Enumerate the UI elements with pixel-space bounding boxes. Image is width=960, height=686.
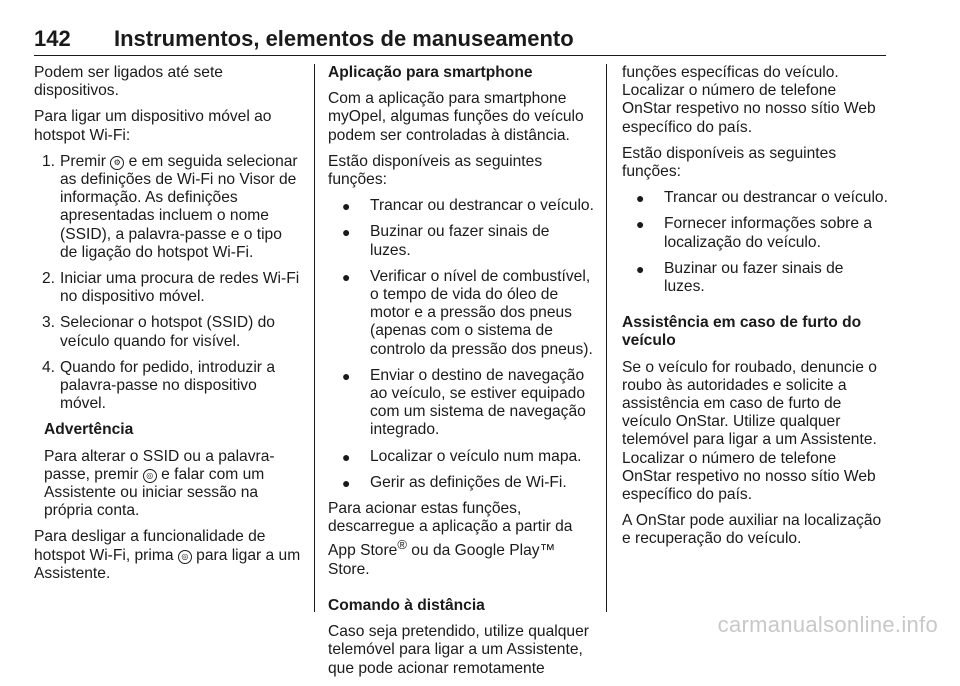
header-rule bbox=[34, 55, 886, 56]
bullet-icon: ● bbox=[342, 474, 351, 491]
column-divider-2 bbox=[606, 64, 607, 612]
bullet-list bbox=[328, 197, 594, 492]
watermark: carmanualsonline.info bbox=[717, 612, 938, 637]
list-item: ● Localizar o veículo num mapa. bbox=[342, 447, 582, 465]
bullet-list bbox=[622, 189, 888, 296]
paragraph: Estão disponíveis as seguintes funções: bbox=[622, 144, 837, 181]
step-number: 1. bbox=[42, 152, 56, 170]
note-text: Para alterar o SSID ou a palavra-passe, premir ◎ e falar com um Assistente ou iniciar sessão na própria conta. bbox=[44, 447, 275, 520]
paragraph: Estão disponíveis as seguintes funções: bbox=[328, 152, 543, 189]
bullet-icon: ● bbox=[342, 367, 351, 384]
list-item: ● Buzinar ou fazer sinais de luzes. bbox=[342, 223, 550, 259]
step-text: Iniciar uma procura de redes Wi-Fi no dispositivo móvel. bbox=[60, 270, 300, 306]
onstar-icon: ◎ bbox=[143, 469, 157, 483]
paragraph: Para acionar estas funções, descarregue a aplicação a partir da App Store® ou da Google Play™ Store. bbox=[328, 500, 573, 578]
step-text: Selecionar o hotspot (SSID) do veículo quando for visível. bbox=[60, 314, 275, 350]
bullet-icon: ● bbox=[636, 190, 645, 207]
bullet-icon: ● bbox=[342, 448, 351, 465]
step-text: Quando for pedido, introduzir a palavra-passe no dispositivo móvel. bbox=[60, 358, 275, 413]
note-box bbox=[34, 421, 302, 520]
step-number: 2. bbox=[42, 270, 56, 288]
list-item bbox=[34, 153, 302, 262]
bullet-icon: ● bbox=[636, 216, 645, 233]
list-item: ● Verificar o nível de combustível, o tempo de vida do óleo de motor e a pressão dos pneus (apenas com o sistema de controlo da pressão dos pneus). bbox=[342, 267, 593, 358]
section-heading: Assistência em caso de furto do veículo bbox=[622, 314, 862, 350]
bullet-icon: ● bbox=[342, 198, 351, 215]
page-header bbox=[34, 26, 886, 52]
list-item: ● Fornecer informações sobre a localização do veículo. bbox=[636, 215, 873, 251]
column-1 bbox=[34, 64, 302, 591]
paragraph: Podem ser ligados até sete dispositivos. bbox=[34, 64, 223, 100]
section-heading: Aplicação para smartphone bbox=[328, 64, 533, 81]
step-number: 3. bbox=[42, 314, 56, 332]
page-number: 142 bbox=[34, 26, 71, 51]
paragraph: Caso seja pretendido, utilize qualquer telemóvel para ligar a um Assistente, que pode acionar remotamente bbox=[328, 623, 589, 677]
paragraph: Com a aplicação para smartphone myOpel, algumas funções do veículo podem ser controladas à distância. bbox=[328, 90, 584, 144]
step-text: e em seguida selecionar as definições de Wi-Fi no Visor de informação. As definições apresentadas incluem o nome (SSID), a palavra-passe e o tipo de ligação do hotspot Wi-Fi. bbox=[60, 152, 298, 261]
paragraph: Se o veículo for roubado, denuncie o roubo às autoridades e solicite a assistência em caso de furto de veículo OnStar. Utilize qualquer telemóvel para ligar a um Assistente. Localizar o número de telefone OnStar respetivo no nosso sítio Web específico do país. bbox=[622, 358, 877, 504]
page-title: Instrumentos, elementos de manuseamento bbox=[114, 26, 574, 51]
step-number: 4. bbox=[42, 358, 56, 376]
settings-icon: ⚙ bbox=[110, 156, 124, 170]
note-title: Advertência bbox=[44, 421, 134, 439]
column-divider-1 bbox=[314, 64, 315, 612]
paragraph: A OnStar pode auxiliar na localização e recuperação do veículo. bbox=[622, 512, 882, 548]
step-text: Premir bbox=[60, 152, 111, 170]
list-item bbox=[34, 314, 302, 350]
list-item: ● Gerir as definições de Wi-Fi. bbox=[342, 473, 567, 491]
bullet-icon: ● bbox=[636, 260, 645, 277]
list-item bbox=[34, 359, 302, 414]
list-item: ● Buzinar ou fazer sinais de luzes. bbox=[636, 259, 844, 296]
list-item: ● Trancar ou destrancar o veículo. bbox=[636, 189, 888, 207]
paragraph: Para ligar um dispositivo móvel ao hotspot Wi-Fi: bbox=[34, 108, 272, 144]
paragraph: funções específicas do veículo. Localizar o número de telefone OnStar respetivo no nosso sítio Web específico do país. bbox=[622, 64, 876, 136]
paragraph: Para desligar a funcionalidade de hotspot Wi-Fi, prima ◎ para ligar a um Assistente. bbox=[34, 528, 301, 582]
bullet-icon: ● bbox=[342, 268, 351, 285]
list-item: ● Trancar ou destrancar o veículo. bbox=[342, 197, 594, 215]
column-2 bbox=[328, 64, 594, 686]
registered-mark: ® bbox=[397, 537, 407, 553]
bullet-icon: ● bbox=[342, 224, 351, 241]
onstar-icon: ◎ bbox=[178, 550, 192, 564]
list-item: ● Enviar o destino de navegação ao veículo, se estiver equipado com um sistema de navegação integrado. bbox=[342, 366, 586, 439]
steps-list bbox=[34, 153, 302, 414]
section-heading: Comando à distância bbox=[328, 597, 485, 615]
list-item bbox=[34, 270, 302, 306]
column-3 bbox=[622, 64, 888, 557]
